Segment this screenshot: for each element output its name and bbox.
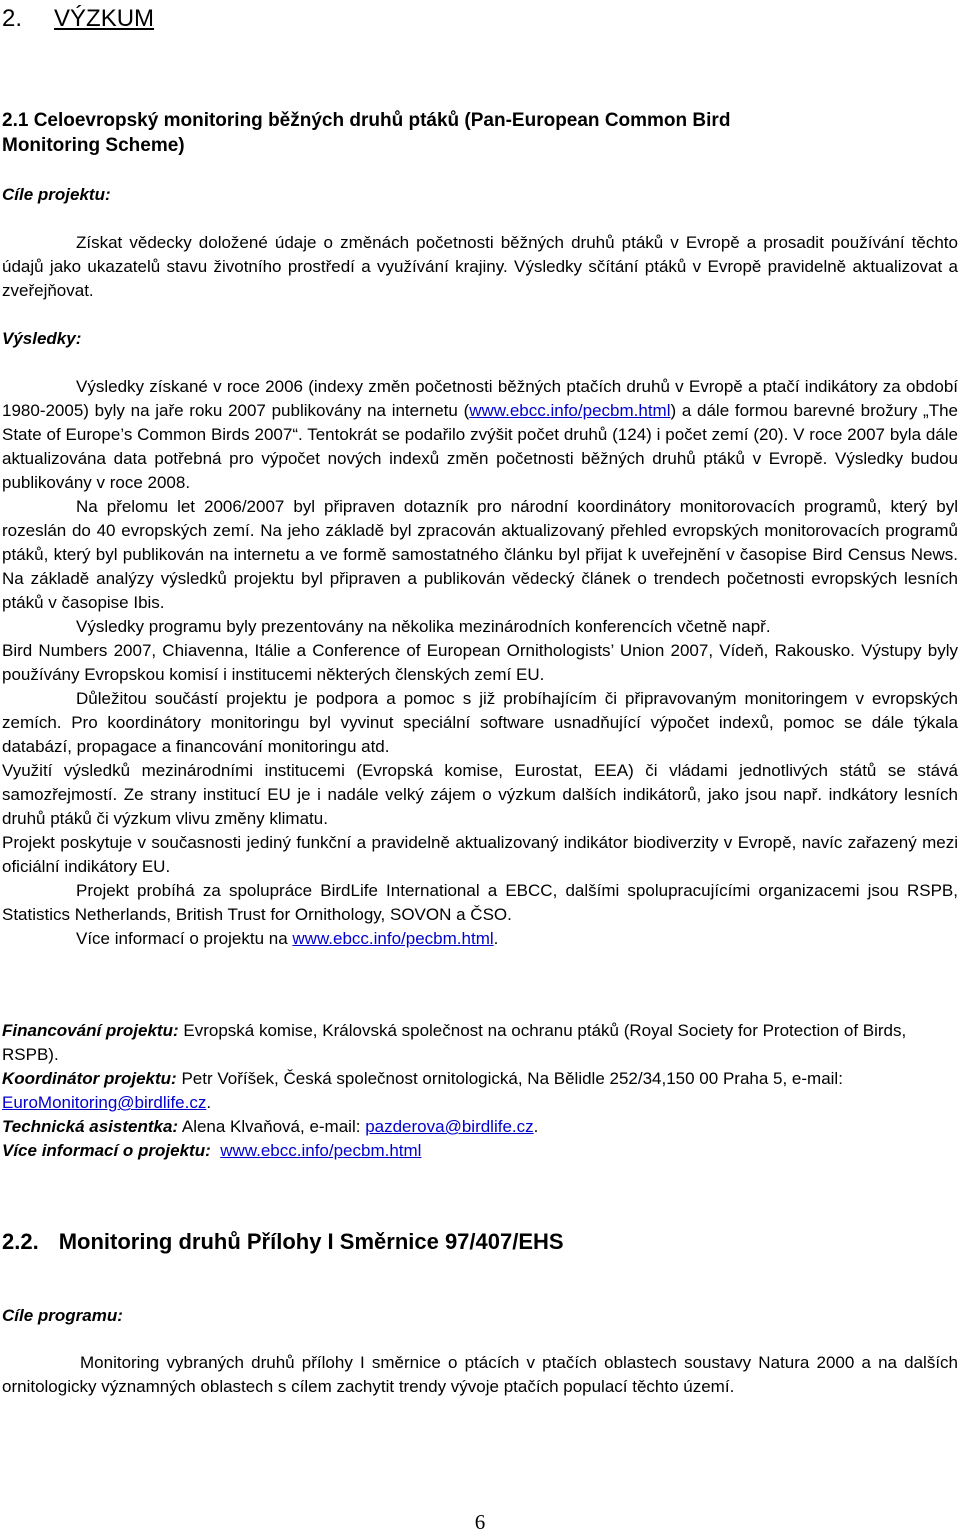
coordinator-row: [2, 1067, 958, 1115]
pecbm-link[interactable]: www.ebcc.info/pecbm.html: [469, 401, 671, 420]
pecbm-link-2[interactable]: www.ebcc.info/pecbm.html: [292, 929, 494, 948]
goals-text: Získat vědecky doložené údaje o změnách početnosti běžných druhů ptáků v Evropě a prosadit používání těchto údajů jako ukazatelů stavu životního prostředí a využívání krajiny. Výsledky sčítání ptáků v Evropě pravidelně aktualizovat a zveřejňovat.: [2, 233, 958, 300]
results-label: Výsledky:: [2, 329, 82, 348]
results-paragraph-7: Projekt poskytuje v současnosti jediný funkční a pravidelně aktualizovaný indikátor biodiverzity v Evropě, navíc zařazený mezi oficiální indikátory EU.: [2, 833, 958, 876]
funding-text: Evropská komise, Královská společnost na ochranu ptáků (Royal Society for Protection of Birds, RSPB).: [2, 1021, 907, 1064]
assistant-row: [2, 1115, 958, 1139]
page-number: 6: [474, 1510, 486, 1534]
more-info-link[interactable]: www.ebcc.info/pecbm.html: [220, 1141, 422, 1160]
results-paragraph-2: Na přelomu let 2006/2007 byl připraven dotazník pro národní koordinátory monitorovacích programů, který byl rozeslán do 40 evropských zemí. Na jeho základě byl zpracován aktualizovaný přehled evropských monitorovacích programů ptáků, který byl publikován na internetu a ve formě samostatného článku byl přijat k uveřejnění v časopise Bird Census News. Na základě analýzy výsledků projektu byl připraven a publikován vědecký článek o trendech početnosti evropských lesních ptáků v časopise Ibis.: [2, 497, 958, 612]
results-paragraph-4: Bird Numbers 2007, Chiavenna, Itálie a Conference of European Ornithologists’ Union 2007, Vídeň, Rakousko. Výstupy byly používány Evropskou komisí i institucemi některých členských zemí EU.: [2, 641, 958, 684]
program-goals-text: Monitoring vybraných druhů přílohy I směrnice o ptácích v ptačích oblastech soustavy Natura 2000 a na dalších ornitologicky významných oblastech s cílem zachytit trendy vývoje ptačích populací těchto území.: [2, 1353, 958, 1396]
chapter-number: 2.: [2, 5, 23, 32]
coordinator-email-link[interactable]: EuroMonitoring@birdlife.cz: [2, 1093, 207, 1112]
more-info-row: [2, 1139, 958, 1163]
goals-label: Cíle projektu:: [2, 185, 111, 204]
coordinator-text: Petr Voříšek, Česká společnost ornitologická, Na Bělidle 252/34,150 00 Praha 5, e-mail:: [181, 1069, 843, 1088]
results-paragraph-3: Výsledky programu byly prezentovány na několika mezinárodních konferencích včetně např.: [76, 617, 771, 636]
coordinator-label: Koordinátor projektu:: [2, 1069, 177, 1088]
section-2-heading: [2, 1228, 958, 1256]
more-info-text: Více informací o projektu na: [76, 929, 293, 948]
chapter-title: VÝZKUM: [54, 5, 155, 32]
section-2-title: Monitoring druhů Přílohy I Směrnice 97/407/EHS: [58, 1229, 564, 1254]
coordinator-end: .: [206, 1093, 212, 1112]
project-info: [2, 1019, 958, 1163]
program-goals-label: Cíle programu:: [2, 1306, 123, 1325]
results-paragraph-9: [2, 927, 958, 951]
results-p1-text: Výsledky získané v roce 2006 (indexy změn početnosti běžných ptačích druhů v Evropě a ptačí indikátory za období 1980-2005) byly na jaře roku 2007 publikovány na internetu (: [2, 377, 958, 420]
results-p1-text-end: ) a dále formou barevné brožury „The State of Europe’s Common Birds 2007“. Tentokrát se podařilo zvýšit počet druhů (124) i počet zemí (20). V roce 2007 byla dále aktualizována data potřebná pro výpočet nových indexů změn početnosti běžných druhů ptáků v Evropě. Výsledky budou publikovány v roce 2008.: [2, 401, 958, 492]
results-body: [2, 375, 958, 951]
more-info-end: .: [493, 929, 499, 948]
funding-row: [2, 1019, 958, 1067]
section-2-number: 2.2.: [2, 1229, 39, 1254]
more-info-label: Více informací o projektu:: [2, 1141, 211, 1160]
results-paragraph-6: Využití výsledků mezinárodními institucemi (Evropská komise, Eurostat, EEA) či vládami jednotlivých států se stává samozřejmostí. Ze strany institucí EU je i nadále velký zájem o výzkum dalších indikátorů, jako jsou např. indkátory lesních druhů ptáků či výzkum vlivu změny klimatu.: [2, 761, 958, 828]
results-paragraph-8: Projekt probíhá za spolupráce BirdLife International a EBCC, dalšími spolupracujícími organizacemi jsou RSPB, Statistics Netherlands, British Trust for Ornithology, SOVON a ČSO.: [2, 881, 958, 924]
assistant-label: Technická asistentka:: [2, 1117, 179, 1136]
assistant-text: Alena Klvaňová, e-mail:: [181, 1117, 366, 1136]
section-1-heading: 2.1 Celoevropský monitoring běžných druhů ptáků (Pan-European Common Bird Monitoring Scheme): [2, 110, 731, 156]
chapter-heading: [2, 4, 958, 34]
assistant-email-link[interactable]: pazderova@birdlife.cz: [365, 1117, 534, 1136]
results-paragraph-5: Důležitou součástí projektu je podpora a pomoc s již probíhajícím či připravovaným monitoringem v evropských zemích. Pro koordinátory monitoringu byl vyvinut speciální software usnadňující výpočet indexů, pomoc se dále týkala databází, propagace a financování monitoringu atd.: [2, 689, 958, 756]
results-paragraph-1: [2, 375, 958, 495]
funding-label: Financování projektu:: [2, 1021, 179, 1040]
assistant-end: .: [533, 1117, 539, 1136]
